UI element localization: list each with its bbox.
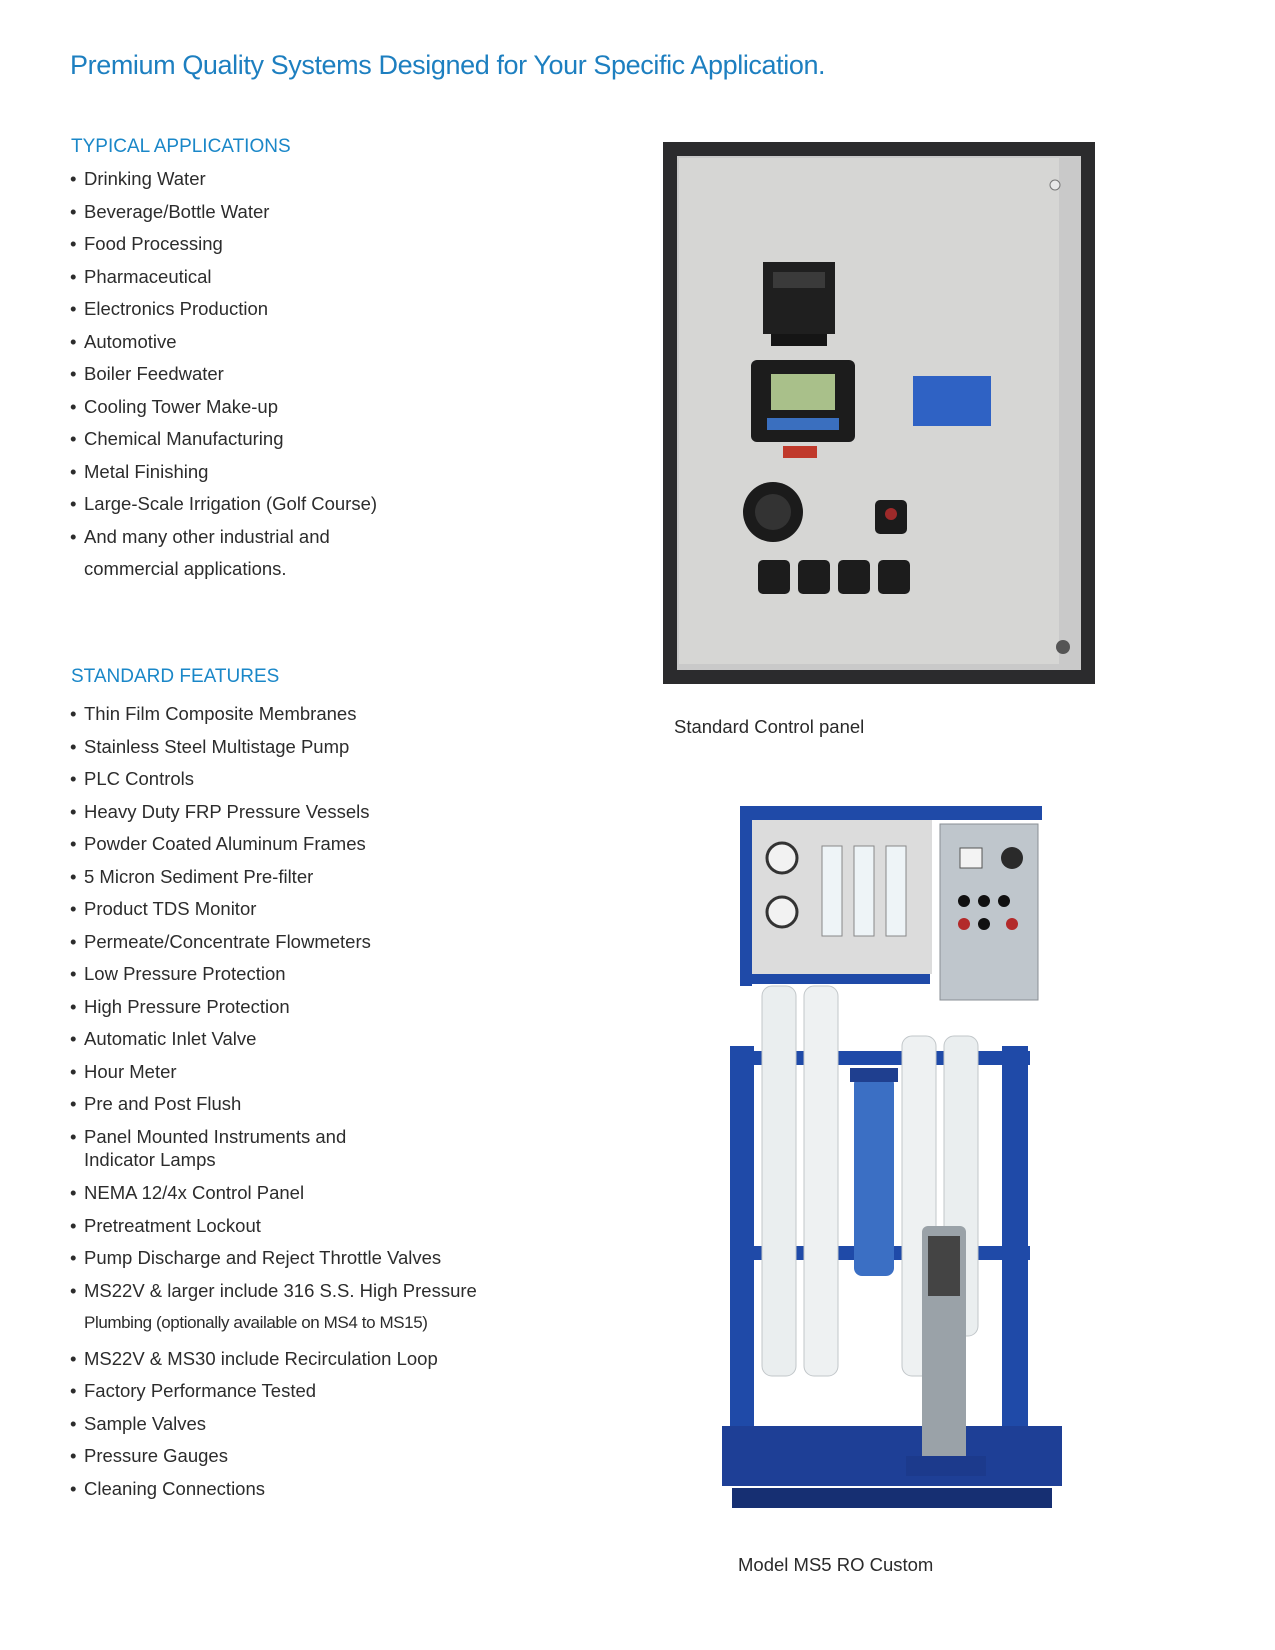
ms22v-line1: MS22V & larger include 316 S.S. High Pressure — [84, 1279, 477, 1301]
feature-item: • Hour Meter — [70, 1056, 477, 1089]
applications-heading: TYPICAL APPLICATIONS — [71, 136, 291, 157]
control-panel-caption: Standard Control panel — [674, 716, 865, 737]
application-other-line1: And many other industrial and — [84, 525, 330, 547]
applications-list — [70, 163, 377, 589]
panel-instruments-line1: Panel Mounted Instruments and — [84, 1125, 347, 1147]
control-panel-photo — [663, 142, 1095, 684]
page-headline: Premium Quality Systems Designed for Your Specific Application. — [70, 50, 826, 80]
application-item: • Drinking Water — [70, 163, 377, 196]
feature-item: • PLC Controls — [70, 763, 477, 796]
ro-system-photo — [712, 806, 1062, 1526]
feature-item: • Product TDS Monitor — [70, 893, 477, 926]
application-item: • Cooling Tower Make-up — [70, 391, 377, 424]
features-heading: STANDARD FEATURES — [71, 666, 280, 687]
feature-item: • Cleaning Connections — [70, 1473, 477, 1506]
feature-item: • 5 Micron Sediment Pre-filter — [70, 861, 477, 894]
application-item: • Pharmaceutical — [70, 261, 377, 294]
ro-system-caption: Model MS5 RO Custom — [738, 1554, 934, 1575]
feature-item: • Factory Performance Tested — [70, 1375, 477, 1408]
feature-item: • Stainless Steel Multistage Pump — [70, 731, 477, 764]
feature-item: • NEMA 12/4x Control Panel — [70, 1177, 477, 1210]
feature-item: • Low Pressure Protection — [70, 958, 477, 991]
feature-item: • Thin Film Composite Membranes — [70, 698, 477, 731]
application-item: • Food Processing — [70, 228, 377, 261]
feature-item: • Pressure Gauges — [70, 1440, 477, 1473]
application-item: • Automotive — [70, 326, 377, 359]
feature-item: • Powder Coated Aluminum Frames — [70, 828, 477, 861]
features-list — [70, 698, 477, 1505]
application-item: • Large-Scale Irrigation (Golf Course) — [70, 488, 377, 521]
application-item: • Chemical Manufacturing — [70, 423, 377, 456]
application-item-other — [70, 521, 377, 586]
application-other-line2: commercial applications. — [84, 558, 287, 579]
feature-item: • Pump Discharge and Reject Throttle Valves — [70, 1242, 477, 1275]
feature-item: • MS22V & MS30 include Recirculation Loop — [70, 1343, 477, 1376]
feature-item: • Automatic Inlet Valve — [70, 1023, 477, 1056]
feature-item: • High Pressure Protection — [70, 991, 477, 1024]
feature-item: • Permeate/Concentrate Flowmeters — [70, 926, 477, 959]
feature-item-panel-instruments — [70, 1121, 477, 1172]
ms22v-line2: Plumbing (optionally available on MS4 to MS15) — [84, 1313, 428, 1332]
application-item: • Boiler Feedwater — [70, 358, 377, 391]
feature-item: • Heavy Duty FRP Pressure Vessels — [70, 796, 477, 829]
feature-item: • Pre and Post Flush — [70, 1088, 477, 1121]
application-item: • Electronics Production — [70, 293, 377, 326]
feature-item: • Sample Valves — [70, 1408, 477, 1441]
feature-item-ms22v-plumbing — [70, 1275, 477, 1340]
application-item: • Beverage/Bottle Water — [70, 196, 377, 229]
feature-item: • Pretreatment Lockout — [70, 1210, 477, 1243]
panel-instruments-line2: Indicator Lamps — [84, 1149, 216, 1170]
application-item: • Metal Finishing — [70, 456, 377, 489]
